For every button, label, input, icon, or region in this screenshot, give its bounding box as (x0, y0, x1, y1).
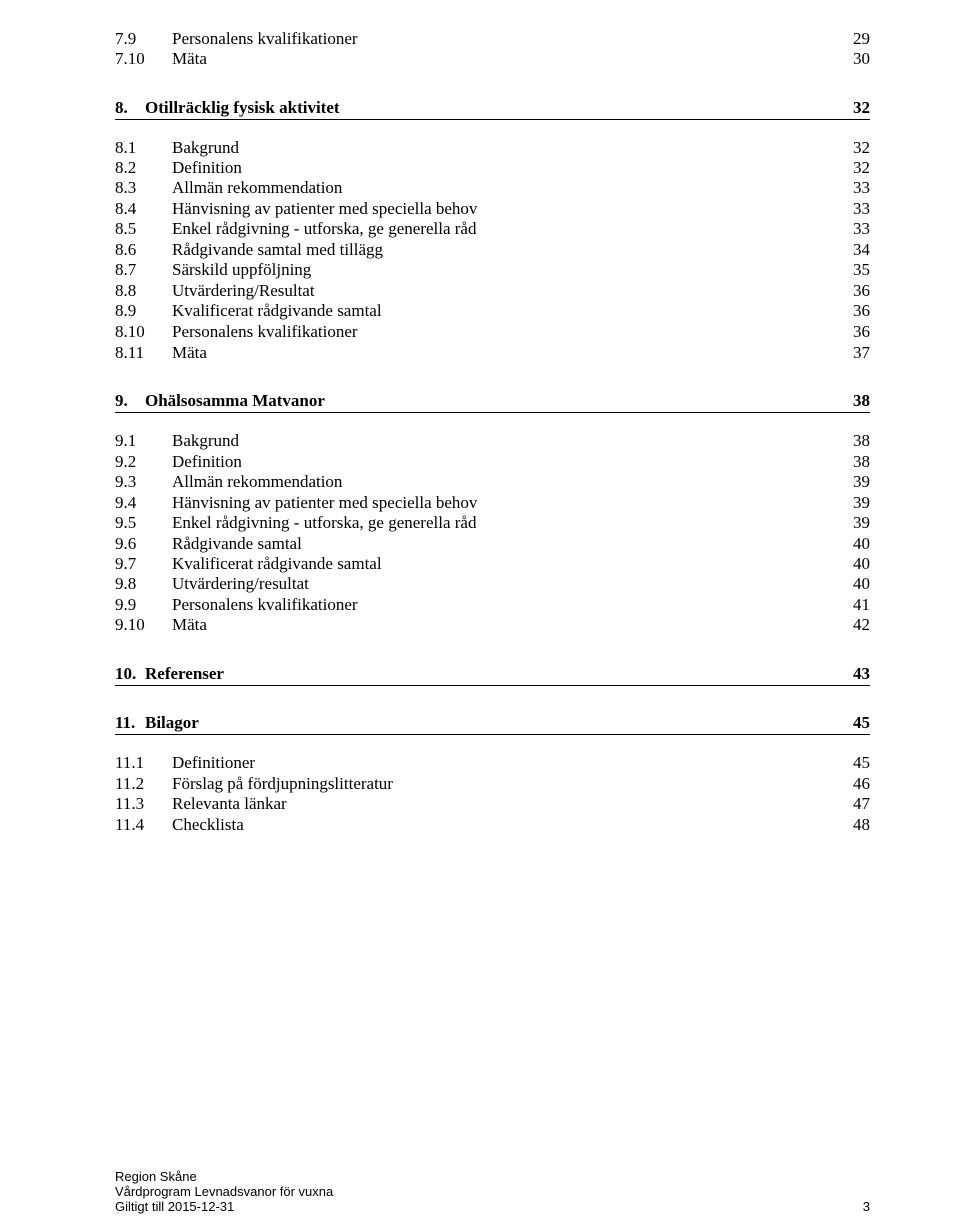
footer-valid-until-text: Giltigt till 2015-12-31 (115, 1199, 235, 1214)
toc-entry-title: Checklista (172, 815, 244, 834)
toc-chapter-page: 43 (853, 664, 870, 683)
toc-chapter-title: Otillräcklig fysisk aktivitet (145, 98, 340, 117)
toc-chapter-title: Ohälsosamma Matvanor (145, 391, 325, 410)
toc-entry-title: Särskild uppföljning (172, 260, 312, 279)
toc-entry-page: 34 (853, 240, 870, 259)
toc-entry-8-10[interactable] (115, 321, 870, 342)
toc-entry-title: Enkel rådgivning - utforska, ge generella råd (172, 219, 477, 238)
toc-chapter-10[interactable] (115, 663, 870, 686)
toc-entry-page: 40 (853, 534, 870, 553)
toc-entry-number: 8.6 (115, 240, 137, 259)
toc-entry-9-2[interactable] (115, 451, 870, 472)
toc-entry-number: 7.10 (115, 49, 145, 68)
toc-entry-number: 11.4 (115, 815, 145, 834)
toc-entry-number: 9.1 (115, 431, 137, 450)
toc-entry-page: 36 (853, 281, 870, 300)
toc-entry-number: 9.3 (115, 472, 137, 491)
toc-entry-8-7[interactable] (115, 259, 870, 280)
toc-entry-number: 8.3 (115, 178, 137, 197)
toc-entry-title: Mäta (172, 615, 207, 634)
toc-entry-title: Personalens kvalifikationer (172, 595, 358, 614)
toc-entry-page: 38 (853, 431, 870, 450)
toc-entry-page: 30 (853, 49, 870, 68)
toc-entry-title: Utvärdering/resultat (172, 574, 309, 593)
toc-entry-number: 8.5 (115, 219, 137, 238)
toc-entry-11-1[interactable] (115, 752, 870, 773)
toc-entry-title: Mäta (172, 49, 207, 68)
toc-chapter-9[interactable] (115, 390, 870, 413)
toc-entry-page: 40 (853, 554, 870, 573)
toc-entry-number: 8.8 (115, 281, 137, 300)
toc-chapter-page: 32 (853, 98, 870, 117)
toc-entry-title: Enkel rådgivning - utforska, ge generella råd (172, 513, 477, 532)
toc-entry-page: 33 (853, 199, 870, 218)
toc-entry-page: 48 (853, 815, 870, 834)
toc-entry-8-6[interactable] (115, 239, 870, 260)
toc-entry-9-3[interactable] (115, 471, 870, 492)
footer-page-number: 3 (862, 1199, 870, 1214)
toc-entry-9-5[interactable] (115, 512, 870, 533)
toc-entry-page: 36 (853, 322, 870, 341)
toc-entry-number: 8.2 (115, 158, 137, 177)
toc-entry-number: 9.7 (115, 554, 137, 573)
toc-entry-page: 39 (853, 493, 870, 512)
footer-organization (115, 1169, 870, 1184)
toc-entry-9-1[interactable] (115, 430, 870, 451)
toc-entry-8-5[interactable] (115, 218, 870, 239)
toc-entry-title: Allmän rekommendation (172, 178, 343, 197)
toc-entry-number: 9.9 (115, 595, 137, 614)
toc-entry-number: 8.10 (115, 322, 145, 341)
toc-entry-11-4[interactable] (115, 814, 870, 835)
toc-entry-number: 9.5 (115, 513, 137, 532)
toc-entry-8-4[interactable] (115, 198, 870, 219)
toc-entry-page: 40 (853, 574, 870, 593)
toc-chapter-page: 45 (853, 713, 870, 732)
toc-chapter-8[interactable] (115, 97, 870, 120)
footer-valid-until (115, 1199, 870, 1214)
toc-entry-page: 46 (853, 774, 870, 793)
footer-document-title (115, 1184, 870, 1199)
toc-entry-title: Relevanta länkar (172, 794, 287, 813)
toc-entry-number: 8.7 (115, 260, 137, 279)
toc-entry-9-10[interactable] (115, 614, 870, 635)
toc-chapter-title: Bilagor (145, 713, 199, 732)
toc-entry-number: 8.11 (115, 343, 145, 362)
toc-entry-9-9[interactable] (115, 594, 870, 615)
toc-entry-page: 32 (853, 138, 870, 157)
toc-entry-title: Definition (172, 158, 242, 177)
toc-entry-title: Kvalificerat rådgivande samtal (172, 301, 382, 320)
toc-entry-page: 45 (853, 753, 870, 772)
footer-organization-text: Region Skåne (115, 1169, 197, 1184)
toc-entry-page: 36 (853, 301, 870, 320)
toc-entry-title: Bakgrund (172, 431, 240, 450)
toc-chapter-number: 8. (115, 98, 128, 117)
toc-entry-page: 38 (853, 452, 870, 471)
toc-entry-title: Utvärdering/Resultat (172, 281, 315, 300)
toc-entry-number: 8.4 (115, 199, 137, 218)
toc-entry-7-9[interactable] (115, 28, 870, 49)
toc-entry-9-6[interactable] (115, 533, 870, 554)
toc-entry-title: Definition (172, 452, 242, 471)
toc-entry-8-8[interactable] (115, 280, 870, 301)
toc-entry-8-1[interactable] (115, 137, 870, 158)
footer-document-title-text: Vårdprogram Levnadsvanor för vuxna (115, 1184, 334, 1199)
toc-entry-title: Hänvisning av patienter med speciella behov (172, 493, 478, 512)
toc-entry-9-8[interactable] (115, 573, 870, 594)
toc-entry-title: Rådgivande samtal (172, 534, 302, 553)
toc-entry-7-10[interactable] (115, 48, 870, 69)
toc-chapter-number: 9. (115, 391, 128, 410)
toc-entry-number: 11.3 (115, 794, 145, 813)
toc-entry-9-7[interactable] (115, 553, 870, 574)
toc-entry-title: Allmän rekommendation (172, 472, 343, 491)
toc-entry-page: 35 (853, 260, 870, 279)
toc-chapter-title: Referenser (145, 664, 224, 683)
toc-entry-11-3[interactable] (115, 793, 870, 814)
toc-entry-8-11[interactable] (115, 342, 870, 363)
toc-entry-number: 8.1 (115, 138, 137, 157)
toc-entry-page: 39 (853, 513, 870, 532)
toc-entry-number: 9.6 (115, 534, 137, 553)
toc-entry-title: Personalens kvalifikationer (172, 322, 358, 341)
toc-entry-8-9[interactable] (115, 300, 870, 321)
toc-entry-title: Hänvisning av patienter med speciella behov (172, 199, 478, 218)
toc-entry-page: 29 (853, 29, 870, 48)
toc-entry-title: Kvalificerat rådgivande samtal (172, 554, 382, 573)
toc-entry-8-3[interactable] (115, 177, 870, 198)
toc-chapter-page: 38 (853, 391, 870, 410)
toc-entry-page: 33 (853, 219, 870, 238)
toc-entry-page: 32 (853, 158, 870, 177)
toc-entry-title: Rådgivande samtal med tillägg (172, 240, 384, 259)
toc-chapter-number: 11. (115, 713, 136, 732)
toc-entry-number: 11.1 (115, 753, 145, 772)
toc-entry-page: 33 (853, 178, 870, 197)
toc-entry-number: 9.8 (115, 574, 137, 593)
toc-entry-number: 9.10 (115, 615, 145, 634)
toc-entry-title: Definitioner (172, 753, 256, 772)
toc-entry-title: Mäta (172, 343, 207, 362)
toc-entry-page: 47 (853, 794, 870, 813)
toc-entry-page: 41 (853, 595, 870, 614)
toc-entry-page: 39 (853, 472, 870, 491)
toc-chapter-11[interactable] (115, 712, 870, 735)
toc-entry-title: Bakgrund (172, 138, 240, 157)
toc-entry-title: Personalens kvalifikationer (172, 29, 358, 48)
toc-chapter-number: 10. (115, 664, 137, 683)
toc-entry-11-2[interactable] (115, 773, 870, 794)
toc-entry-8-2[interactable] (115, 157, 870, 178)
toc-entry-number: 9.2 (115, 452, 137, 471)
toc-entry-page: 37 (853, 343, 870, 362)
toc-entry-number: 11.2 (115, 774, 145, 793)
toc-entry-number: 9.4 (115, 493, 137, 512)
toc-entry-number: 8.9 (115, 301, 137, 320)
toc-entry-9-4[interactable] (115, 492, 870, 513)
toc-entry-number: 7.9 (115, 29, 137, 48)
toc-entry-page: 42 (853, 615, 870, 634)
toc-entry-title: Förslag på fördjupningslitteratur (172, 774, 393, 793)
